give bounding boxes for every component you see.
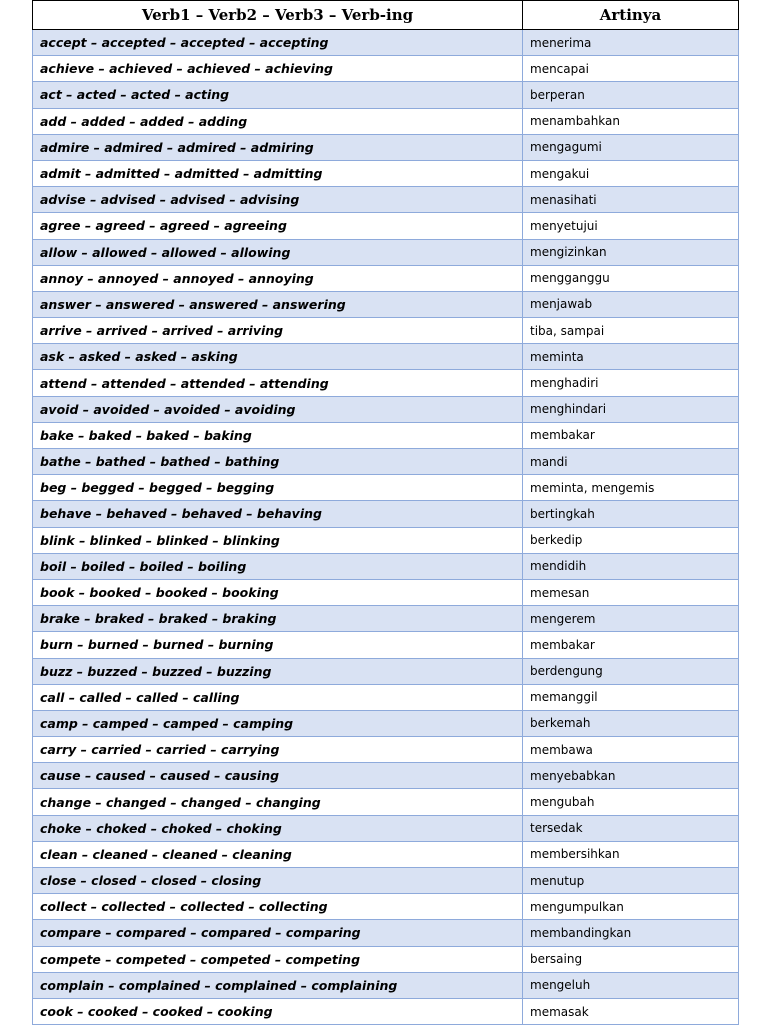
meaning-cell: meminta, mengemis (523, 475, 739, 501)
table-row (33, 318, 739, 344)
meaning-cell: berkemah (523, 710, 739, 736)
table-row (33, 501, 739, 527)
table-row (33, 920, 739, 946)
meaning-cell: berdengung (523, 658, 739, 684)
table-row (33, 213, 739, 239)
verb-forms-cell: clean – cleaned – cleaned – cleaning (33, 841, 523, 867)
verb-forms-cell: agree – agreed – agreed – agreeing (33, 213, 523, 239)
table-row (33, 527, 739, 553)
meaning-cell: mengagumi (523, 134, 739, 160)
verb-forms-cell: admit – admitted – admitted – admitting (33, 160, 523, 186)
table-row (33, 658, 739, 684)
meaning-cell: mengubah (523, 789, 739, 815)
verb-forms-cell: admire – admired – admired – admiring (33, 134, 523, 160)
meaning-cell: mandi (523, 449, 739, 475)
meaning-cell: menambahkan (523, 108, 739, 134)
header-verb-forms: Verb1 – Verb2 – Verb3 – Verb-ing (33, 1, 523, 30)
verb-forms-cell: brake – braked – braked – braking (33, 606, 523, 632)
meaning-cell: membandingkan (523, 920, 739, 946)
table-row (33, 684, 739, 710)
table-row (33, 789, 739, 815)
verb-forms-cell: attend – attended – attended – attending (33, 370, 523, 396)
table-row (33, 134, 739, 160)
table-row (33, 370, 739, 396)
verb-forms-cell: act – acted – acted – acting (33, 82, 523, 108)
table-row (33, 553, 739, 579)
verb-forms-cell: compete – competed – competed – competing (33, 946, 523, 972)
table-row (33, 710, 739, 736)
table-row (33, 632, 739, 658)
verb-forms-cell: beg – begged – begged – begging (33, 475, 523, 501)
verb-forms-cell: add – added – added – adding (33, 108, 523, 134)
table-row (33, 606, 739, 632)
table-row (33, 579, 739, 605)
table-row (33, 868, 739, 894)
table-row (33, 449, 739, 475)
header-row (33, 1, 739, 30)
meaning-cell: menjawab (523, 291, 739, 317)
verb-forms-cell: close – closed – closed – closing (33, 868, 523, 894)
verb-forms-cell: annoy – annoyed – annoyed – annoying (33, 265, 523, 291)
table-row (33, 815, 739, 841)
verb-forms-cell: carry – carried – carried – carrying (33, 737, 523, 763)
verb-forms-cell: blink – blinked – blinked – blinking (33, 527, 523, 553)
verb-forms-cell: camp – camped – camped – camping (33, 710, 523, 736)
verb-forms-cell: achieve – achieved – achieved – achieving (33, 56, 523, 82)
meaning-cell: mencapai (523, 56, 739, 82)
table-row (33, 265, 739, 291)
table-row (33, 972, 739, 998)
meaning-cell: membawa (523, 737, 739, 763)
verb-forms-cell: call – called – called – calling (33, 684, 523, 710)
table-row (33, 56, 739, 82)
verb-forms-cell: compare – compared – compared – comparing (33, 920, 523, 946)
table-row (33, 344, 739, 370)
verb-forms-cell: book – booked – booked – booking (33, 579, 523, 605)
table-row (33, 946, 739, 972)
meaning-cell: memasak (523, 998, 739, 1024)
meaning-cell: tiba, sampai (523, 318, 739, 344)
verb-forms-cell: advise – advised – advised – advising (33, 187, 523, 213)
verb-forms-cell: collect – collected – collected – collecting (33, 894, 523, 920)
meaning-cell: memesan (523, 579, 739, 605)
table-row (33, 763, 739, 789)
table-row (33, 737, 739, 763)
meaning-cell: bersaing (523, 946, 739, 972)
meaning-cell: mengakui (523, 160, 739, 186)
meaning-cell: meminta (523, 344, 739, 370)
table-body (33, 30, 739, 1025)
verb-forms-cell: burn – burned – burned – burning (33, 632, 523, 658)
table-row (33, 187, 739, 213)
meaning-cell: membersihkan (523, 841, 739, 867)
verb-forms-cell: change – changed – changed – changing (33, 789, 523, 815)
meaning-cell: mengumpulkan (523, 894, 739, 920)
meaning-cell: berperan (523, 82, 739, 108)
verb-forms-cell: bake – baked – baked – baking (33, 422, 523, 448)
table-row (33, 160, 739, 186)
meaning-cell: mengerem (523, 606, 739, 632)
meaning-cell: bertingkah (523, 501, 739, 527)
header-meaning: Artinya (523, 1, 739, 30)
meaning-cell: menyebabkan (523, 763, 739, 789)
verb-forms-cell: allow – allowed – allowed – allowing (33, 239, 523, 265)
table-row (33, 30, 739, 56)
meaning-cell: mengganggu (523, 265, 739, 291)
table-row (33, 82, 739, 108)
table-row (33, 291, 739, 317)
verb-forms-cell: arrive – arrived – arrived – arriving (33, 318, 523, 344)
verb-table-sheet (32, 0, 738, 1025)
table-row (33, 998, 739, 1024)
meaning-cell: membakar (523, 422, 739, 448)
verb-forms-cell: bathe – bathed – bathed – bathing (33, 449, 523, 475)
verb-forms-cell: choke – choked – choked – choking (33, 815, 523, 841)
verb-forms-cell: cook – cooked – cooked – cooking (33, 998, 523, 1024)
verb-forms-cell: complain – complained – complained – complaining (33, 972, 523, 998)
meaning-cell: menghadiri (523, 370, 739, 396)
meaning-cell: mengeluh (523, 972, 739, 998)
verb-forms-cell: accept – accepted – accepted – accepting (33, 30, 523, 56)
verb-forms-cell: behave – behaved – behaved – behaving (33, 501, 523, 527)
verb-forms-cell: buzz – buzzed – buzzed – buzzing (33, 658, 523, 684)
table-row (33, 108, 739, 134)
meaning-cell: tersedak (523, 815, 739, 841)
table-row (33, 894, 739, 920)
table-row (33, 841, 739, 867)
meaning-cell: memanggil (523, 684, 739, 710)
meaning-cell: menyetujui (523, 213, 739, 239)
meaning-cell: menasihati (523, 187, 739, 213)
table-row (33, 239, 739, 265)
meaning-cell: membakar (523, 632, 739, 658)
meaning-cell: mengizinkan (523, 239, 739, 265)
verb-forms-cell: ask – asked – asked – asking (33, 344, 523, 370)
meaning-cell: menerima (523, 30, 739, 56)
verb-forms-cell: avoid – avoided – avoided – avoiding (33, 396, 523, 422)
meaning-cell: berkedip (523, 527, 739, 553)
verb-table (32, 0, 739, 1025)
meaning-cell: menutup (523, 868, 739, 894)
table-row (33, 475, 739, 501)
table-row (33, 396, 739, 422)
table-row (33, 422, 739, 448)
meaning-cell: menghindari (523, 396, 739, 422)
verb-forms-cell: cause – caused – caused – causing (33, 763, 523, 789)
verb-forms-cell: answer – answered – answered – answering (33, 291, 523, 317)
verb-forms-cell: boil – boiled – boiled – boiling (33, 553, 523, 579)
meaning-cell: mendidih (523, 553, 739, 579)
